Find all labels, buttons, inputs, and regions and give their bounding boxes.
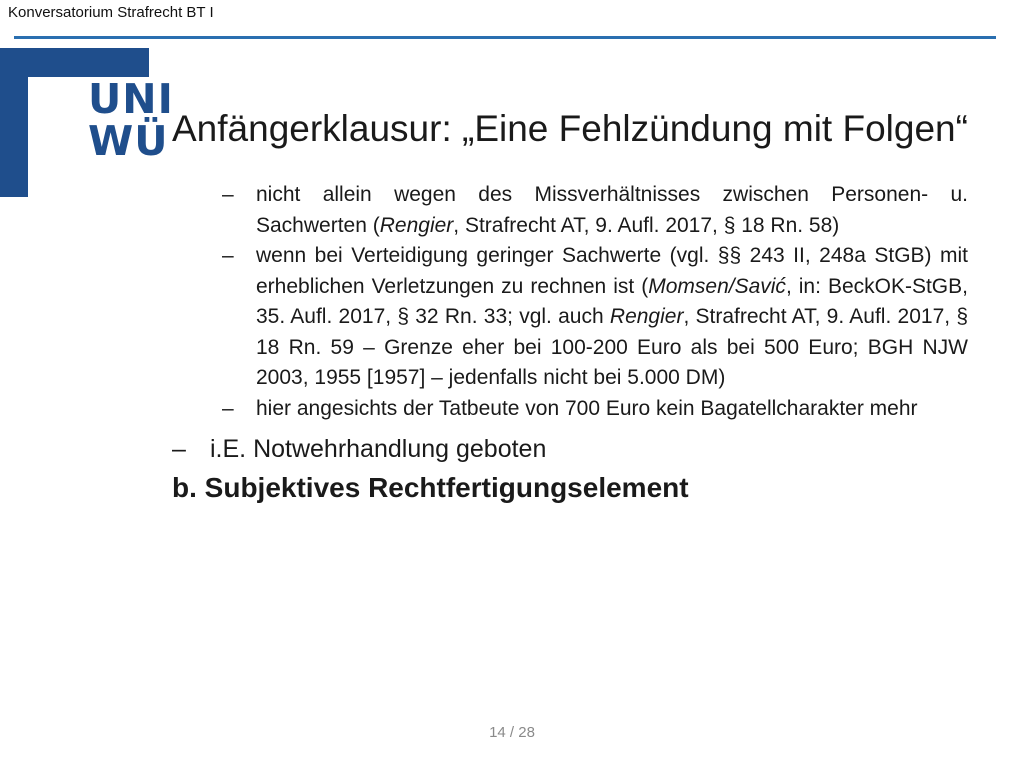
dash-bullet: –: [172, 435, 186, 463]
dash-bullet: –: [222, 396, 234, 420]
sub-bullet-text: hier angesichts der Tatbeute von 700 Euro kein Bagatellcharakter mehr: [256, 396, 918, 420]
sub-bullet-item: [222, 241, 968, 394]
logo-line-1: UNI: [88, 75, 174, 123]
logo-line-2: WÜ: [88, 117, 169, 165]
dash-bullet: –: [222, 183, 234, 206]
sub-bullet-item: [222, 180, 968, 241]
slide-content: [172, 180, 968, 508]
sub-bullet-text: wenn bei Verteidigung geringer Sachwerte (vgl. §§ 243 II, 248a StGB) mit erheblichen Verletzungen zu rechnen ist (Momsen/Savić, in: BeckOK-StGB, 35. Aufl. 2017, § 32 Rn. 33; vgl. auch Rengier, Strafrecht AT, 9. Aufl. 2017, § 18 Rn. 59 – Grenze eher bei 100-200 Euro als bei 500 Euro; BGH NJW 2003, 1955 [1957] – jedenfalls nicht bei 5.000 DM): [256, 244, 968, 389]
sub-bullet-list: [222, 180, 968, 424]
main-bullet-list: [172, 432, 968, 466]
page-number: 14 / 28: [489, 724, 535, 741]
logo-wordmark: [88, 75, 174, 165]
slide-title: Anfängerklausur: „Eine Fehlzündung mit Folgen“: [172, 108, 968, 149]
section-heading-b: b. Subjektives Rechtfertigungselement: [172, 472, 689, 503]
header-divider: [14, 36, 996, 39]
header-title: Konversatorium Strafrecht BT I: [8, 4, 214, 21]
main-bullet-text: i.E. Notwehrhandlung geboten: [210, 435, 547, 463]
dash-bullet: –: [222, 244, 234, 267]
main-bullet-item: [172, 432, 968, 466]
sub-bullet-item: [222, 394, 968, 425]
sub-bullet-text: nicht allein wegen des Missverhältnisses zwischen Personen- u. Sachwerten (Rengier, Strafrecht AT, 9. Aufl. 2017, § 18 Rn. 58): [256, 183, 968, 237]
